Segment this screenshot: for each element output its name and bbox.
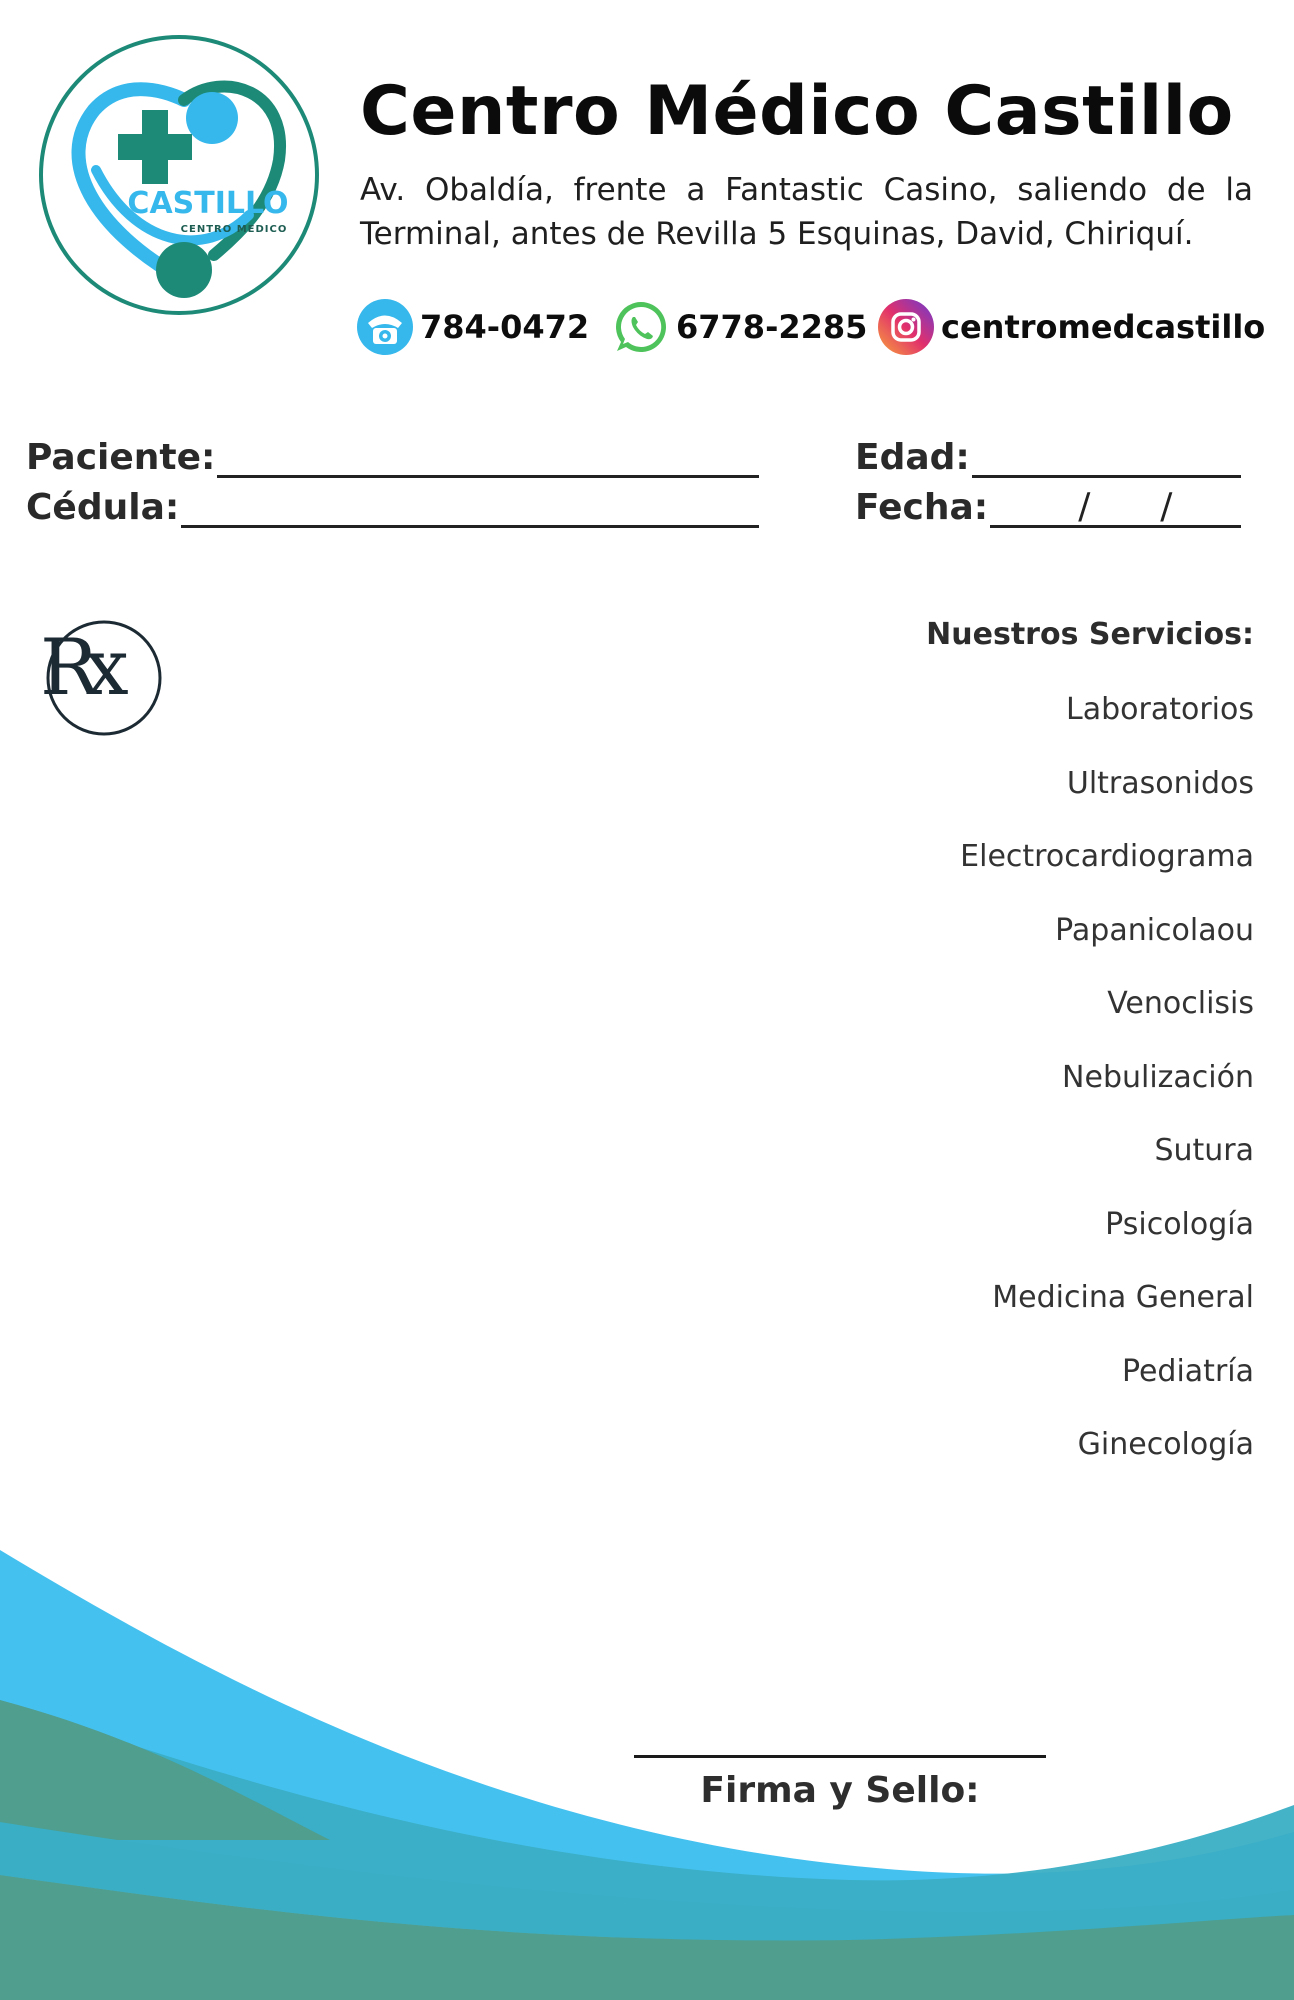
whatsapp-number: 6778-2285 [676,308,868,346]
age-field[interactable] [855,434,1241,478]
patient-field[interactable] [26,434,759,478]
rx-symbol [36,612,164,740]
service-item: Papanicolaou [1055,912,1254,948]
instagram-handle: centromedcastillo [941,308,1266,346]
whatsapp-icon [612,298,670,356]
service-item: Venoclisis [1107,986,1254,1021]
patient-label: Paciente: [26,437,216,478]
svg-text:Rx: Rx [40,623,115,713]
date-line[interactable] [990,485,1241,528]
logo-subtext: CENTRO MEDICO [180,224,288,235]
clinic-name: Centro Médico Castillo [360,72,1234,151]
instagram-icon [877,298,935,356]
contact-phone [356,296,589,358]
contact-instagram [877,296,1265,358]
services-list [960,690,1254,1499]
patient-line[interactable] [217,435,759,478]
id-label: Cédula: [26,487,180,528]
date-label: Fecha: [855,487,989,528]
date-separator: / [1160,486,1173,527]
phone-number: 784-0472 [420,308,590,346]
id-line[interactable] [181,485,759,528]
contact-whatsapp [612,296,867,358]
clinic-logo [34,30,324,320]
service-item: Pediatría [1121,1353,1254,1389]
service-item: Psicología [1105,1206,1254,1242]
service-item: Electrocardiograma [960,839,1254,874]
signature-label: Firma y Sello: [700,1770,980,1811]
age-label: Edad: [855,437,970,478]
date-separator: / [1078,486,1091,527]
id-field[interactable] [26,484,759,528]
logo-text: CASTILLO [127,186,289,221]
service-item: Ginecología [1077,1427,1254,1462]
signature-line[interactable] [634,1755,1046,1758]
services-title: Nuestros Servicios: [926,617,1254,652]
service-item: Ultrasonidos [1066,765,1254,801]
telephone-icon [356,298,414,356]
service-item: Sutura [1154,1133,1254,1168]
service-item: Medicina General [992,1280,1254,1315]
service-item: Nebulización [1062,1059,1254,1095]
date-field[interactable] [855,484,1241,528]
service-item: Laboratorios [1066,692,1254,727]
age-line[interactable] [972,435,1241,478]
clinic-address: Av. Obaldía, frente a Fantastic Casino, saliendo de la Terminal, antes de Revilla 5 Esquinas, David, Chiriquí. [360,172,1253,252]
